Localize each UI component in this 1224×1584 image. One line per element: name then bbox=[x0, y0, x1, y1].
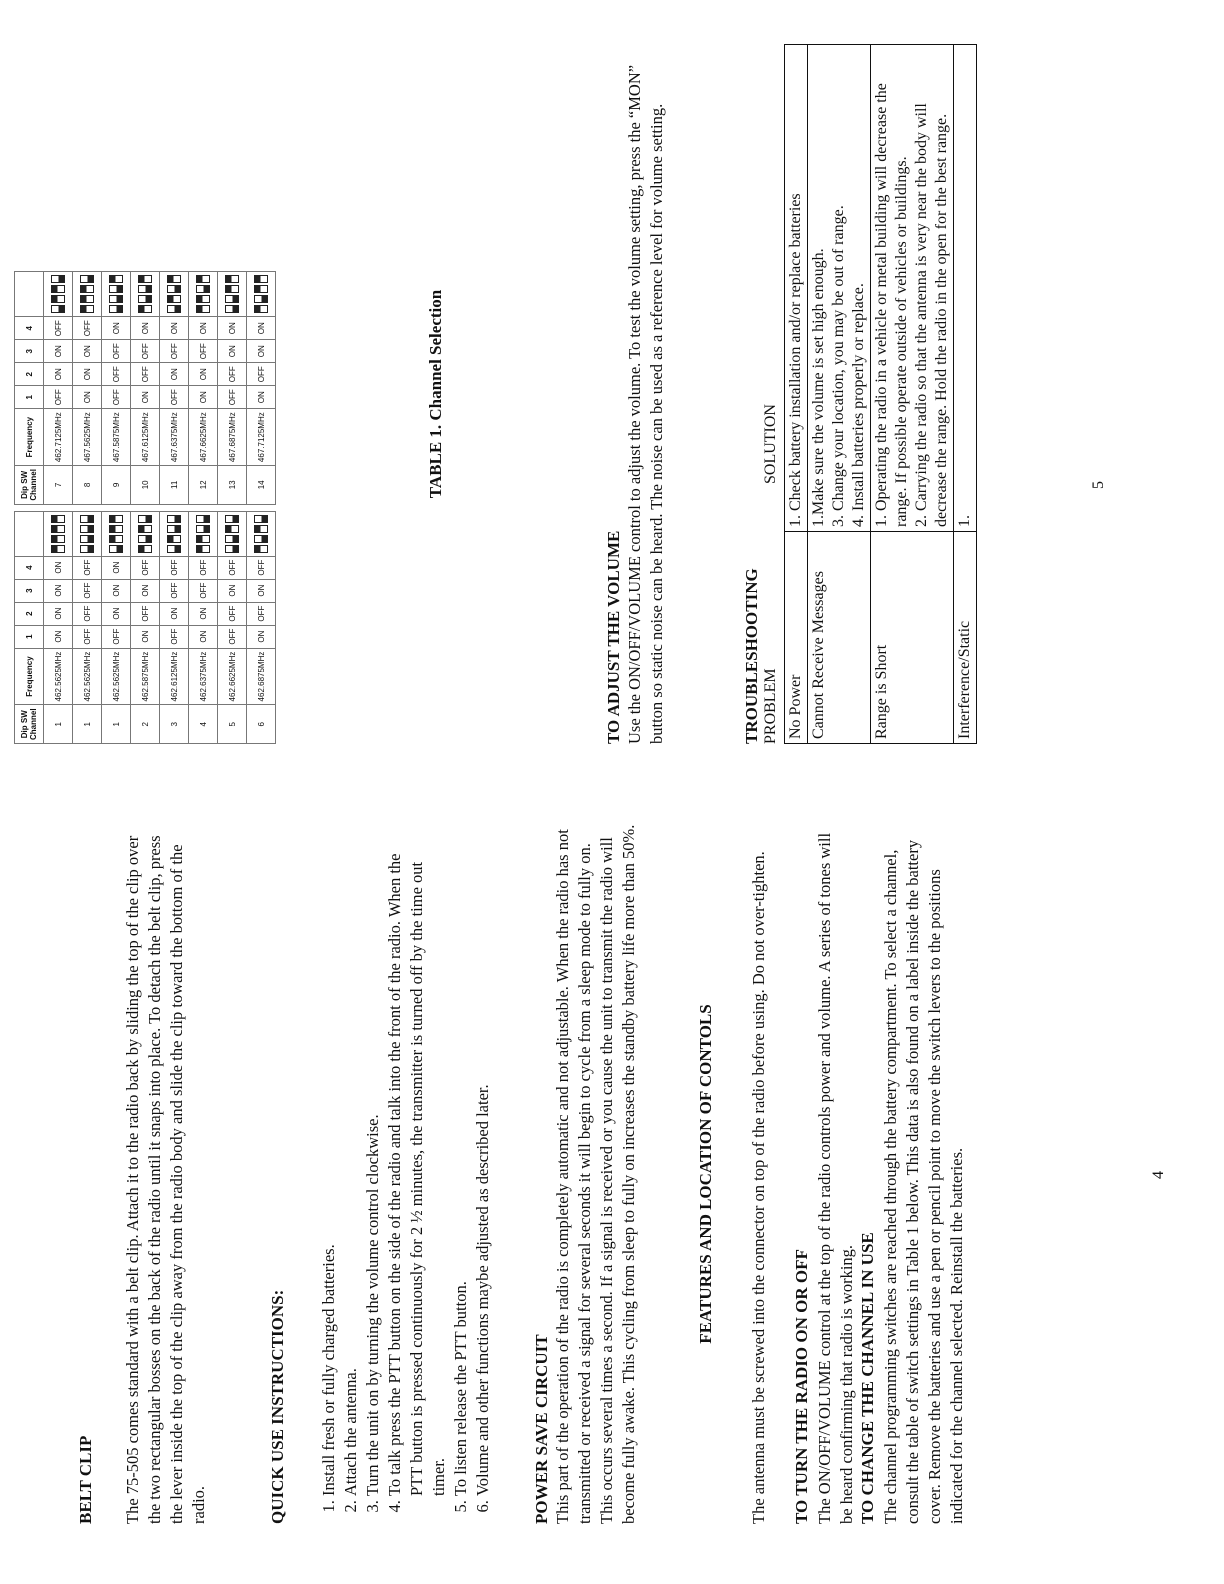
dip-lever bbox=[254, 295, 268, 303]
channel-cell: 9 bbox=[102, 466, 131, 505]
frequency-cell: 467.6625MHz bbox=[189, 409, 218, 466]
channel-heading: TO CHANGE THE CHANNEL IN USE bbox=[858, 1232, 877, 1524]
switch-cell: OFF bbox=[189, 340, 218, 363]
list-item: 4. To talk press the PTT button on the side of the radio and talk into the front of the radio. When the PTT button is pressed continuously for 2 ½ minutes, the transmitter is turned off by the time out timer. bbox=[384, 836, 450, 1496]
dip-switch-icon bbox=[80, 515, 94, 553]
header-sw1: 1 bbox=[15, 625, 44, 648]
dip-lever bbox=[109, 525, 123, 533]
dip-diagram bbox=[247, 272, 276, 317]
dip-lever bbox=[109, 515, 123, 523]
dip-lever bbox=[138, 515, 152, 523]
frequency-cell: 467.6125MHz bbox=[131, 409, 160, 466]
dip-lever bbox=[138, 285, 152, 293]
troubleshooting-table bbox=[784, 44, 977, 744]
dip-switch-icon bbox=[51, 515, 65, 553]
problem-cell: No Power bbox=[785, 532, 808, 744]
quick-use-list bbox=[318, 836, 494, 1524]
switch-cell: ON bbox=[73, 340, 102, 363]
troubleshooting-body bbox=[785, 45, 977, 744]
table-row bbox=[189, 272, 218, 744]
corner-bottom: Channel bbox=[29, 708, 38, 740]
dip-lever bbox=[138, 525, 152, 533]
header-sw1: 1 bbox=[15, 386, 44, 409]
dip-lever bbox=[196, 275, 210, 283]
switch-cell: OFF bbox=[218, 363, 247, 386]
dip-lever bbox=[225, 525, 239, 533]
table-row bbox=[44, 272, 73, 744]
dip-lever bbox=[225, 305, 239, 313]
dip-lever bbox=[80, 285, 94, 293]
dip-lever bbox=[51, 285, 65, 293]
dip-diagram bbox=[131, 272, 160, 317]
channel-cell: 1 bbox=[73, 705, 102, 744]
dip-switch-icon bbox=[138, 275, 152, 313]
page-number: 5 bbox=[1090, 481, 1107, 489]
channel-cell: 14 bbox=[247, 466, 276, 505]
dip-lever bbox=[196, 535, 210, 543]
dip-switch-icon bbox=[167, 275, 181, 313]
switch-cell: ON bbox=[102, 579, 131, 602]
dip-diagram bbox=[102, 272, 131, 317]
list-item: 1. Install fresh or fully charged batteries. bbox=[318, 836, 340, 1496]
dip-lever bbox=[51, 535, 65, 543]
dip-lever bbox=[196, 515, 210, 523]
dip-lever bbox=[109, 295, 123, 303]
dip-switch-icon bbox=[225, 515, 239, 553]
solution-line: 2. Carrying the radio so that the antenna is very near the body will decrease the range. Hold the radio in the open for the best range. bbox=[913, 103, 950, 527]
header-dip-diagram bbox=[15, 272, 44, 317]
dip-lever bbox=[196, 295, 210, 303]
table-row bbox=[102, 272, 131, 744]
dip-diagram bbox=[131, 511, 160, 556]
dip-switch-icon bbox=[254, 275, 268, 313]
dip-diagram bbox=[189, 272, 218, 317]
table-row bbox=[160, 272, 189, 744]
on-off-heading: TO TURN THE RADIO ON OR OFF bbox=[792, 1249, 811, 1524]
table-row bbox=[131, 272, 160, 744]
table-caption: TABLE 1. Channel Selection bbox=[426, 289, 445, 499]
header-sw3: 3 bbox=[15, 579, 44, 602]
channel-cell: 3 bbox=[160, 705, 189, 744]
frequency-cell: 467.6375MHz bbox=[160, 409, 189, 466]
header-sw2: 2 bbox=[15, 363, 44, 386]
dip-lever bbox=[167, 515, 181, 523]
header-sw3: 3 bbox=[15, 340, 44, 363]
switch-cell: OFF bbox=[131, 363, 160, 386]
dip-switch-icon bbox=[225, 275, 239, 313]
list-item: 3. Turn the unit on by turning the volume control clockwise. bbox=[362, 836, 384, 1496]
switch-cell: OFF bbox=[44, 386, 73, 409]
dip-lever bbox=[138, 535, 152, 543]
switch-cell: OFF bbox=[160, 340, 189, 363]
solution-cell bbox=[785, 45, 808, 532]
table-row bbox=[871, 45, 954, 744]
switch-cell: ON bbox=[102, 556, 131, 579]
switch-cell: OFF bbox=[218, 602, 247, 625]
header-frequency: Frequency bbox=[15, 409, 44, 466]
table-row bbox=[73, 272, 102, 744]
on-off-text: The ON/OFF/VOLUME control at the top of the radio controls power and volume. A series of tones will be heard confirming that radio is working. bbox=[815, 832, 856, 1524]
frequency-cell: 467.5875MHz bbox=[102, 409, 131, 466]
switch-cell: ON bbox=[131, 386, 160, 409]
dip-lever bbox=[138, 275, 152, 283]
list-item: 5. To listen release the PTT button. bbox=[450, 836, 472, 1496]
volume-text: Use the ON/OFF/VOLUME control to adjust the volume. To test the volume setting, press the “MON” button so static noise can be heard. The noise can be used as a reference level for volume setting. bbox=[625, 64, 666, 744]
dip-lever bbox=[254, 305, 268, 313]
dip-diagram bbox=[160, 511, 189, 556]
solution-cell bbox=[954, 45, 977, 532]
troubleshooting-col-headers bbox=[762, 44, 780, 744]
belt-clip-heading: BELT CLIP bbox=[76, 1435, 95, 1524]
problem-header: PROBLEM bbox=[762, 668, 779, 744]
table-row bbox=[954, 45, 977, 744]
dip-lever bbox=[167, 525, 181, 533]
dip-lever bbox=[196, 545, 210, 553]
switch-cell: OFF bbox=[218, 386, 247, 409]
power-save-text: This part of the operation of the radio is completely automatic and not adjustable. When the radio has not transmitted or received a signal for several seconds it will begin to cycle from a sleep mode to fully on. This occurs several times a second. If a signal is received or you cause the unit to transmit the radio will become fully awake. This cycling from sleep to fully on increases the standby battery life more than 50%. bbox=[553, 824, 638, 1524]
frequency-cell: 467.5625MHz bbox=[73, 409, 102, 466]
dip-lever bbox=[196, 525, 210, 533]
frequency-cell: 462.5625MHz bbox=[73, 648, 102, 705]
header-sw4: 4 bbox=[15, 556, 44, 579]
dip-lever bbox=[109, 535, 123, 543]
switch-cell: OFF bbox=[102, 625, 131, 648]
switch-cell: ON bbox=[44, 602, 73, 625]
frequency-cell: 462.6125MHz bbox=[160, 648, 189, 705]
corner-cell bbox=[15, 466, 44, 505]
switch-cell: OFF bbox=[131, 340, 160, 363]
problem-cell: Range is Short bbox=[871, 532, 954, 744]
dip-lever bbox=[254, 525, 268, 533]
volume-heading: TO ADJUST THE VOLUME bbox=[604, 530, 623, 744]
switch-cell: ON bbox=[102, 317, 131, 340]
dip-diagram bbox=[160, 272, 189, 317]
dip-lever bbox=[80, 545, 94, 553]
table-header-row bbox=[15, 272, 44, 744]
channel-cell: 6 bbox=[247, 705, 276, 744]
corner-cell bbox=[15, 705, 44, 744]
table-row bbox=[247, 272, 276, 744]
switch-cell: OFF bbox=[160, 625, 189, 648]
solution-header: SOLUTION bbox=[762, 404, 779, 484]
dip-lever bbox=[80, 305, 94, 313]
switch-cell: ON bbox=[131, 317, 160, 340]
switch-cell: OFF bbox=[247, 363, 276, 386]
dip-lever bbox=[138, 295, 152, 303]
switch-cell: ON bbox=[44, 579, 73, 602]
switch-cell: ON bbox=[189, 363, 218, 386]
dip-lever bbox=[80, 275, 94, 283]
dip-switch-icon bbox=[138, 515, 152, 553]
dip-lever bbox=[167, 295, 181, 303]
dip-lever bbox=[51, 515, 65, 523]
frequency-cell: 467.6875MHz bbox=[218, 409, 247, 466]
channel-text: The channel programming switches are reached through the battery compartment. To select a channel, consult the table of switch settings in Table 1 below. This data is also found on a label inside the battery cover. Remove the batteries and use a pen or pencil point to move the switch levers to the positions indicated for the channel selected. Reinstall the batteries. bbox=[881, 839, 966, 1524]
frequency-cell: 462.5625MHz bbox=[44, 648, 73, 705]
header-sw4: 4 bbox=[15, 317, 44, 340]
frequency-cell: 462.6875MHz bbox=[247, 648, 276, 705]
dip-lever bbox=[225, 285, 239, 293]
switch-cell: OFF bbox=[160, 579, 189, 602]
switch-cell: OFF bbox=[218, 625, 247, 648]
frequency-cell: 462.5875MHz bbox=[131, 648, 160, 705]
power-save-heading: POWER SAVE CIRCUIT bbox=[532, 1334, 551, 1524]
switch-cell: ON bbox=[102, 602, 131, 625]
switch-cell: ON bbox=[189, 602, 218, 625]
dip-switch-icon bbox=[167, 515, 181, 553]
table-row bbox=[218, 272, 247, 744]
corner-bottom: Channel bbox=[29, 469, 38, 501]
switch-cell: ON bbox=[73, 363, 102, 386]
dip-switch-icon bbox=[196, 275, 210, 313]
switch-cell: ON bbox=[189, 386, 218, 409]
table-row bbox=[808, 45, 871, 744]
right-page bbox=[0, 24, 1224, 744]
belt-clip-text: The 75-505 comes standard with a belt clip. Attach it to the radio back by sliding the top of the clip over the two rectangular bosses on the back of the radio until it snaps into place. To detach the belt clip, press the lever inside the top of the clip away from the radio body and slide the clip toward the bottom of the radio. bbox=[123, 835, 208, 1524]
dip-diagram bbox=[247, 511, 276, 556]
switch-cell: OFF bbox=[44, 317, 73, 340]
dip-lever bbox=[51, 545, 65, 553]
switch-cell: ON bbox=[247, 579, 276, 602]
dip-diagram bbox=[44, 272, 73, 317]
dip-lever bbox=[109, 285, 123, 293]
switch-cell: OFF bbox=[73, 625, 102, 648]
switch-cell: OFF bbox=[131, 602, 160, 625]
switch-cell: OFF bbox=[218, 556, 247, 579]
channel-cell: 2 bbox=[131, 705, 160, 744]
problem-cell: Interference/Static bbox=[954, 532, 977, 744]
dip-lever bbox=[196, 285, 210, 293]
switch-cell: ON bbox=[160, 317, 189, 340]
switch-cell: OFF bbox=[102, 340, 131, 363]
switch-cell: OFF bbox=[160, 386, 189, 409]
switch-cell: OFF bbox=[102, 363, 131, 386]
dip-lever bbox=[80, 515, 94, 523]
features-heading: FEATURES AND LOCATION OF CONTOLS bbox=[696, 1004, 715, 1344]
solution-line: 1.Make sure the volume is set high enough. bbox=[810, 248, 827, 527]
dip-switch-icon bbox=[254, 515, 268, 553]
dip-lever bbox=[225, 295, 239, 303]
frequency-cell: 462.5625MHz bbox=[102, 648, 131, 705]
channel-cell: 13 bbox=[218, 466, 247, 505]
dip-lever bbox=[225, 275, 239, 283]
switch-cell: ON bbox=[131, 579, 160, 602]
switch-cell: ON bbox=[247, 340, 276, 363]
switch-cell: OFF bbox=[247, 602, 276, 625]
dip-lever bbox=[167, 305, 181, 313]
troubleshooting-heading: TROUBLESHOOTING bbox=[742, 568, 761, 744]
channel-cell: 11 bbox=[160, 466, 189, 505]
channel-cell: 8 bbox=[73, 466, 102, 505]
corner-top: Dip SW bbox=[20, 470, 29, 499]
switch-cell: OFF bbox=[131, 556, 160, 579]
solution-cell bbox=[808, 45, 871, 532]
dip-lever bbox=[167, 545, 181, 553]
dip-lever bbox=[254, 275, 268, 283]
switch-cell: ON bbox=[189, 317, 218, 340]
channel-cell: 12 bbox=[189, 466, 218, 505]
dip-diagram bbox=[218, 272, 247, 317]
switch-cell: OFF bbox=[160, 556, 189, 579]
switch-cell: ON bbox=[160, 602, 189, 625]
dip-lever bbox=[51, 275, 65, 283]
page-number: 4 bbox=[1150, 1171, 1167, 1179]
dip-lever bbox=[51, 305, 65, 313]
switch-cell: ON bbox=[247, 317, 276, 340]
dip-lever bbox=[80, 525, 94, 533]
header-frequency: Frequency bbox=[15, 648, 44, 705]
solution-line: 1. Operating the radio in a vehicle or metal building will decrease the range. If possible operate outside of vehicles or buildings. bbox=[873, 83, 910, 527]
dip-lever bbox=[138, 305, 152, 313]
channel-cell: 7 bbox=[44, 466, 73, 505]
channel-cell: 1 bbox=[102, 705, 131, 744]
dip-lever bbox=[138, 545, 152, 553]
dip-diagram bbox=[218, 511, 247, 556]
dip-lever bbox=[167, 275, 181, 283]
solution-line: 1. bbox=[956, 515, 973, 527]
dip-lever bbox=[167, 285, 181, 293]
solution-line: 1. Check battery installation and/or replace batteries bbox=[787, 193, 804, 527]
dip-lever bbox=[196, 305, 210, 313]
switch-cell: ON bbox=[247, 386, 276, 409]
switch-cell: OFF bbox=[189, 556, 218, 579]
header-sw2: 2 bbox=[15, 602, 44, 625]
dip-switch-icon bbox=[80, 275, 94, 313]
dip-lever bbox=[51, 295, 65, 303]
dip-lever bbox=[225, 545, 239, 553]
dip-lever bbox=[254, 515, 268, 523]
dip-lever bbox=[254, 545, 268, 553]
dip-lever bbox=[51, 525, 65, 533]
switch-cell: ON bbox=[44, 556, 73, 579]
dip-lever bbox=[80, 535, 94, 543]
switch-cell: OFF bbox=[73, 556, 102, 579]
channel-cell: 1 bbox=[44, 705, 73, 744]
left-page bbox=[0, 824, 1224, 1524]
switch-cell: ON bbox=[189, 625, 218, 648]
switch-cell: ON bbox=[218, 340, 247, 363]
channel-cell: 10 bbox=[131, 466, 160, 505]
switch-cell: ON bbox=[44, 625, 73, 648]
switch-cell: ON bbox=[131, 625, 160, 648]
frequency-cell: 467.7125MHz bbox=[247, 409, 276, 466]
dip-diagram bbox=[102, 511, 131, 556]
header-dip-diagram bbox=[15, 511, 44, 556]
table-row bbox=[785, 45, 808, 744]
switch-cell: ON bbox=[44, 340, 73, 363]
switch-cell: OFF bbox=[73, 317, 102, 340]
switch-cell: OFF bbox=[189, 579, 218, 602]
dip-lever bbox=[109, 305, 123, 313]
channel-table-body bbox=[44, 272, 276, 744]
switch-cell: ON bbox=[44, 363, 73, 386]
frequency-cell: 462.6625MHz bbox=[218, 648, 247, 705]
frequency-cell: 462.7125MHz bbox=[44, 409, 73, 466]
dip-switch-icon bbox=[109, 275, 123, 313]
corner-top: Dip SW bbox=[20, 710, 29, 739]
dip-lever bbox=[80, 295, 94, 303]
switch-cell: OFF bbox=[73, 602, 102, 625]
channel-cell: 4 bbox=[189, 705, 218, 744]
list-item: 2. Attach the antenna. bbox=[340, 836, 362, 1496]
dip-lever bbox=[109, 545, 123, 553]
frequency-cell: 462.6375MHz bbox=[189, 648, 218, 705]
dip-switch-icon bbox=[109, 515, 123, 553]
channel-cell: 5 bbox=[218, 705, 247, 744]
dip-lever bbox=[109, 275, 123, 283]
dip-lever bbox=[225, 535, 239, 543]
dip-lever bbox=[167, 535, 181, 543]
switch-cell: ON bbox=[247, 625, 276, 648]
antenna-text: The antenna must be screwed into the connector on top of the radio before using. Do not over-tighten. bbox=[749, 851, 768, 1524]
switch-cell: ON bbox=[73, 386, 102, 409]
dip-switch-icon bbox=[51, 275, 65, 313]
dip-diagram bbox=[73, 511, 102, 556]
solution-line: 4. Install batteries properly or replace. bbox=[850, 283, 867, 527]
dip-switch-icon bbox=[196, 515, 210, 553]
dip-diagram bbox=[73, 272, 102, 317]
quick-use-heading: QUICK USE INSTRUCTIONS: bbox=[268, 1289, 287, 1524]
switch-cell: OFF bbox=[102, 386, 131, 409]
solution-line: 3. Change your location, you may be out of range. bbox=[830, 205, 847, 527]
switch-cell: ON bbox=[160, 363, 189, 386]
dip-diagram bbox=[189, 511, 218, 556]
dip-lever bbox=[254, 285, 268, 293]
channel-table bbox=[14, 271, 276, 744]
solution-cell bbox=[871, 45, 954, 532]
problem-cell: Cannot Receive Messages bbox=[808, 532, 871, 744]
dip-lever bbox=[254, 535, 268, 543]
switch-cell: ON bbox=[218, 579, 247, 602]
dip-lever bbox=[225, 515, 239, 523]
switch-cell: OFF bbox=[73, 579, 102, 602]
switch-cell: OFF bbox=[247, 556, 276, 579]
list-item: 6. Volume and other functions maybe adjusted as described later. bbox=[472, 836, 494, 1496]
dip-diagram bbox=[44, 511, 73, 556]
switch-cell: ON bbox=[218, 317, 247, 340]
